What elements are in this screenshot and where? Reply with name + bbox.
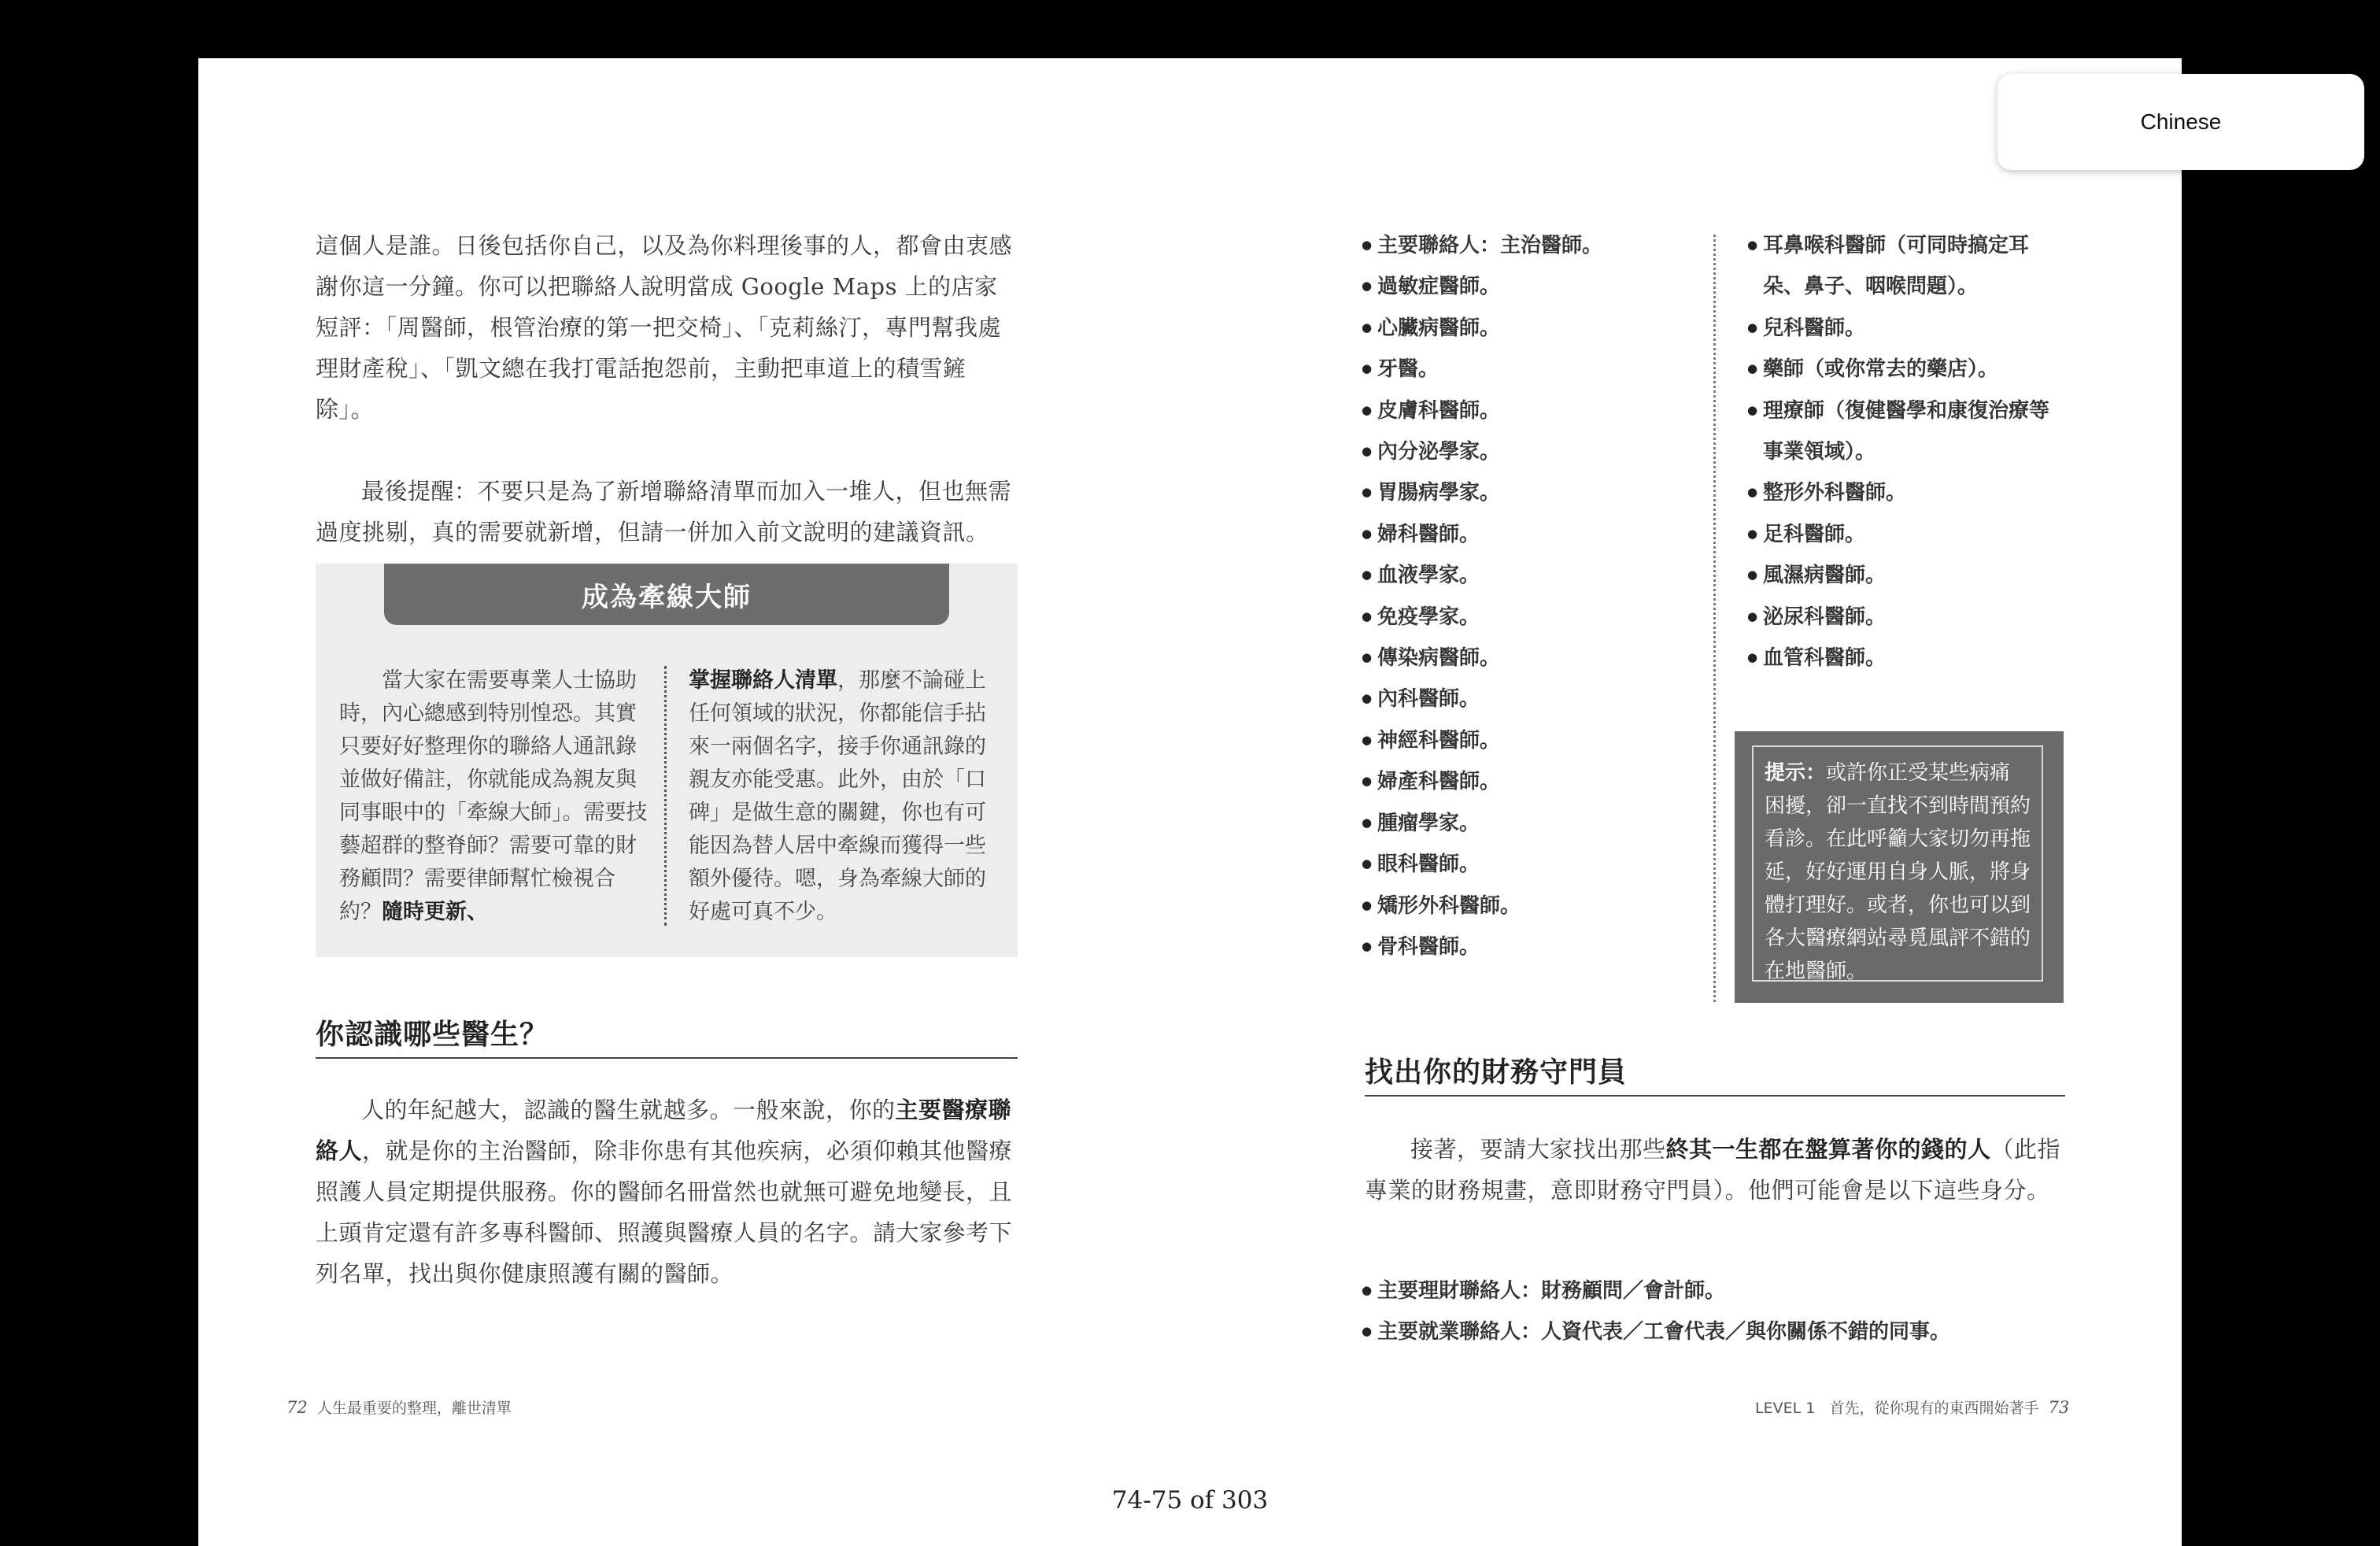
financial-contacts-list [1362, 1270, 2070, 1353]
page-number-left: 72 [286, 1398, 308, 1417]
specialist-item: ● 整形外科醫師。 [1747, 472, 2070, 513]
tip-label: 提示： [1765, 761, 1827, 785]
sidebar-box-title: 成為牽線大師 [384, 564, 949, 625]
sidebar-box-column-2: 掌握聯絡人清單，那麼不論碰上任何領域的狀況，你都能信手拈來一兩個名字，接手你通訊錄的親友亦能受惠。此外，由於「口碑」是做生意的關鍵，你也有可能因為替人居中牽線而獲得一些額外優待。嗯，身為牽線大師的好處可真不少。 [689, 668, 986, 924]
paragraph-doctors: 人的年紀越大，認識的醫生就越多。一般來說，你的主要醫療聯絡人，就是你的主治醫師，除非你患有其他疾病，必須仰賴其他醫療照護人員定期提供服務。你的醫師名冊當然也就無可避免地變長，且上頭肯定還有許多專科醫師、照護與醫療人員的名字。請大家參考下列名單，找出與你健康照護有關的醫師。 [316, 1097, 1013, 1287]
specialist-item: ● 血管科醫師。 [1747, 638, 2070, 679]
specialist-item: ● 血液學家。 [1362, 555, 1708, 596]
specialist-item: ● 矯形外科醫師。 [1362, 886, 1708, 926]
sidebar-box-column-1: 當大家在需要專業人士協助時，內心總感到特別惶恐。其實只要好好整理你的聯絡人通訊錄並做好備註，你就能成為親友與同事眼中的「牽線大師」。需要技藝超群的整脊師？需要可靠的財務顧問？需要律師幫忙檢視合約？隨時更新、 [339, 668, 648, 924]
left-page-footer [286, 1396, 512, 1418]
specialist-item: ● 骨科醫師。 [1362, 926, 1708, 967]
level-label: LEVEL 1 [1755, 1400, 1816, 1417]
specialist-item: ● 婦產科醫師。 [1362, 761, 1708, 802]
specialist-item: ● 腫瘤學家。 [1362, 803, 1708, 844]
tip-text: 或許你正受某些病痛困擾，卻一直找不到時間預約看診。在此呼籲大家切勿再拖延，好好運用自身人脈，將身體打理好。或者，你也可以到各大醫療網站尋覓風評不錯的在地醫師。 [1765, 761, 2031, 983]
specialist-item: ● 過敏症醫師。 [1362, 266, 1708, 307]
specialist-item: 朵、鼻子、咽喉問題）。 [1763, 275, 1979, 299]
left-page-text-top [316, 225, 1021, 553]
specialist-item: ● 內分泌學家。 [1362, 431, 1708, 472]
financial-contact-item: ● 主要理財聯絡人：財務顧問／會計師。 [1362, 1270, 2070, 1311]
specialist-item: 事業領域）。 [1763, 440, 1876, 464]
financial-contact-item: ● 主要就業聯絡人：人資代表／工會代表／與你關係不錯的同事。 [1362, 1311, 2070, 1352]
specialist-item: ● 胃腸病學家。 [1362, 472, 1708, 513]
tip-box-inner [1752, 745, 2043, 982]
specialist-item: ● 免疫學家。 [1362, 597, 1708, 638]
specialist-list-right [1747, 225, 2070, 679]
specialist-item: ● 兒科醫師。 [1747, 308, 2070, 349]
page-indicator: 74-75 of 303 [1111, 1486, 1269, 1515]
specialist-item: ● 婦科醫師。 [1362, 514, 1708, 555]
specialist-item: ● 藥師（或你常去的藥店）。 [1747, 349, 2070, 390]
heading-financial: 找出你的財務守門員 [1365, 1050, 2065, 1097]
specialist-item: ● 皮膚科醫師。 [1362, 390, 1708, 431]
specialist-item: ● 主要聯絡人：主治醫師。 [1362, 225, 1708, 266]
paragraph-final-reminder: 最後提醒：不要只是為了新增聯絡清單而加入一堆人，但也無需過度挑剔，真的需要就新增，但請一併加入前文說明的建議資訊。 [316, 478, 1012, 546]
book-title-footer: 人生最重要的整理，離世清單 [316, 1400, 512, 1417]
specialist-item: ● 理療師（復健醫學和康復治療等 [1747, 390, 2070, 431]
heading-doctors: 你認識哪些醫生？ [316, 1012, 1018, 1059]
specialist-item: ● 神經科醫師。 [1362, 720, 1708, 761]
specialist-item: ● 內科醫師。 [1362, 679, 1708, 719]
book-spread [198, 58, 2182, 1546]
language-popup[interactable] [1998, 74, 2364, 170]
specialist-item: ● 心臟病醫師。 [1362, 308, 1708, 349]
paragraph-contact-notes: 這個人是誰。日後包括你自己，以及為你料理後事的人，都會由衷感謝你這一分鐘。你可以把聯絡人說明當成 Google Maps 上的店家短評：「周醫師，根管治療的第一把交椅」、「克莉絲汀，專門幫我處理財產稅」、「凱文總在我打電話抱怨前，主動把車道上的積雪鏟除」。 [316, 232, 1013, 423]
list-divider [1713, 235, 1716, 1002]
specialist-item: ● 牙醫。 [1362, 349, 1708, 390]
sidebar-box-connector [316, 564, 1018, 957]
right-page-footer [1755, 1396, 2069, 1418]
sidebar-box-divider [664, 666, 667, 926]
specialist-item: ● 風濕病醫師。 [1747, 555, 2070, 596]
paragraph-financial: 接著，要請大家找出那些終其一生都在盤算著你的錢的人（此指專業的財務規畫，意即財務守門員）。他們可能會是以下這些身分。 [1365, 1136, 2061, 1204]
specialist-item: ● 傳染病醫師。 [1362, 638, 1708, 679]
tip-box [1735, 731, 2064, 1003]
specialist-item: ● 足科醫師。 [1747, 514, 2070, 555]
language-label[interactable]: Chinese [2140, 109, 2222, 134]
page-number-right: 73 [2048, 1398, 2070, 1417]
specialist-item: ● 耳鼻喉科醫師（可同時搞定耳 [1747, 225, 2070, 266]
specialist-item: ● 眼科醫師。 [1362, 844, 1708, 885]
specialist-item: ● 泌尿科醫師。 [1747, 597, 2070, 638]
specialist-list-left [1362, 225, 1708, 967]
right-page-text [1365, 1129, 2067, 1211]
chapter-title-footer: 首先，從你現有的東西開始著手 [1829, 1400, 2039, 1417]
left-page-text-bottom [316, 1089, 1021, 1294]
